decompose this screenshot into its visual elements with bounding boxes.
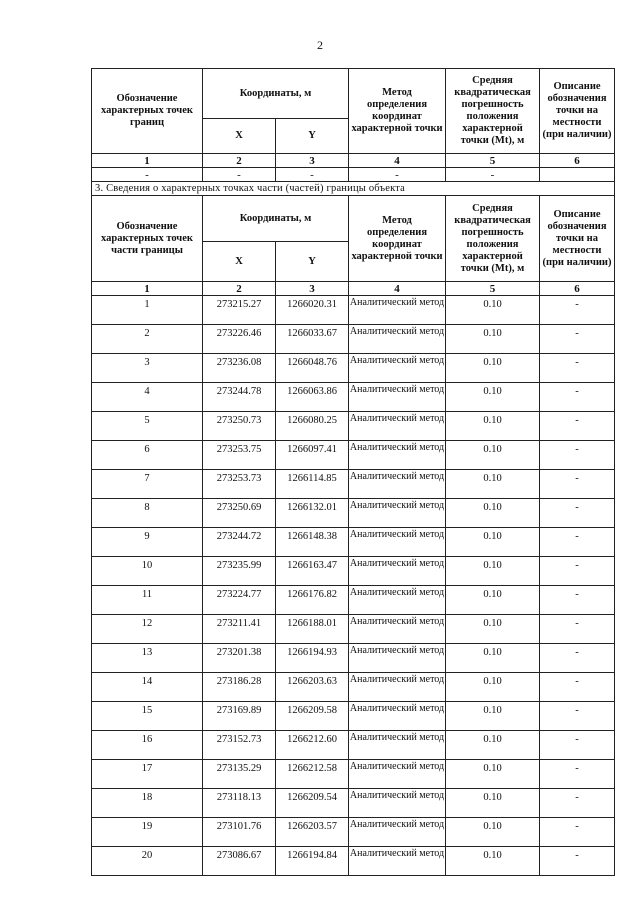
x-coordinate-cell: 273253.73 bbox=[203, 470, 276, 499]
header-method: Метод определения координат характерной точки bbox=[349, 69, 446, 154]
description-cell: - bbox=[540, 731, 615, 760]
table-cell: - bbox=[446, 168, 540, 182]
y-coordinate-cell: 1266163.47 bbox=[276, 557, 349, 586]
table-row bbox=[92, 644, 615, 673]
table-row bbox=[92, 818, 615, 847]
y-coordinate-cell: 1266033.67 bbox=[276, 325, 349, 354]
method-cell: Аналитический метод bbox=[349, 586, 446, 615]
point-number-cell: 4 bbox=[92, 383, 203, 412]
description-cell: - bbox=[540, 528, 615, 557]
table-row bbox=[92, 847, 615, 876]
method-cell: Аналитический метод bbox=[349, 702, 446, 731]
mean-error-cell: 0.10 bbox=[446, 702, 540, 731]
method-cell: Аналитический метод bbox=[349, 528, 446, 557]
x-coordinate-cell: 273118.13 bbox=[203, 789, 276, 818]
table-row bbox=[92, 586, 615, 615]
y-coordinate-cell: 1266194.84 bbox=[276, 847, 349, 876]
method-cell: Аналитический метод bbox=[349, 441, 446, 470]
y-coordinate-cell: 1266063.86 bbox=[276, 383, 349, 412]
point-number-cell: 16 bbox=[92, 731, 203, 760]
x-coordinate-cell: 273235.99 bbox=[203, 557, 276, 586]
method-cell: Аналитический метод bbox=[349, 557, 446, 586]
description-cell: - bbox=[540, 441, 615, 470]
mean-error-cell: 0.10 bbox=[446, 760, 540, 789]
y-coordinate-cell: 1266080.25 bbox=[276, 412, 349, 441]
x-coordinate-cell: 273169.89 bbox=[203, 702, 276, 731]
description-cell: - bbox=[540, 644, 615, 673]
point-number-cell: 3 bbox=[92, 354, 203, 383]
mean-error-cell: 0.10 bbox=[446, 470, 540, 499]
mean-error-cell: 0.10 bbox=[446, 644, 540, 673]
y-coordinate-cell: 1266188.01 bbox=[276, 615, 349, 644]
table-row bbox=[92, 731, 615, 760]
table-row bbox=[92, 789, 615, 818]
description-cell: - bbox=[540, 296, 615, 325]
y-coordinate-cell: 1266114.85 bbox=[276, 470, 349, 499]
y-coordinate-cell: 1266132.01 bbox=[276, 499, 349, 528]
header-y: Y bbox=[276, 119, 349, 154]
empty-data-row bbox=[92, 168, 615, 182]
mean-error-cell: 0.10 bbox=[446, 499, 540, 528]
point-number-cell: 18 bbox=[92, 789, 203, 818]
header-point-designation: Обозначение характерных точек границ bbox=[92, 69, 203, 154]
description-cell: - bbox=[540, 789, 615, 818]
header-x: X bbox=[203, 242, 276, 282]
header-mean-error: Средняя квадратическая погрешность положения характерной точки (Mt), м bbox=[446, 69, 540, 154]
table-row bbox=[92, 557, 615, 586]
point-number-cell: 8 bbox=[92, 499, 203, 528]
x-coordinate-cell: 273226.46 bbox=[203, 325, 276, 354]
table-row bbox=[92, 673, 615, 702]
table-row bbox=[92, 702, 615, 731]
description-cell: - bbox=[540, 702, 615, 731]
description-cell: - bbox=[540, 412, 615, 441]
method-cell: Аналитический метод bbox=[349, 789, 446, 818]
mean-error-cell: 0.10 bbox=[446, 412, 540, 441]
y-coordinate-cell: 1266020.31 bbox=[276, 296, 349, 325]
table-row bbox=[92, 441, 615, 470]
col-number: 5 bbox=[446, 282, 540, 296]
point-number-cell: 9 bbox=[92, 528, 203, 557]
mean-error-cell: 0.10 bbox=[446, 673, 540, 702]
description-cell: - bbox=[540, 383, 615, 412]
col-number: 6 bbox=[540, 282, 615, 296]
table-row bbox=[92, 383, 615, 412]
point-number-cell: 7 bbox=[92, 470, 203, 499]
x-coordinate-cell: 273211.41 bbox=[203, 615, 276, 644]
method-cell: Аналитический метод bbox=[349, 644, 446, 673]
y-coordinate-cell: 1266212.60 bbox=[276, 731, 349, 760]
method-cell: Аналитический метод bbox=[349, 499, 446, 528]
header-description: Описание обозначения точки на местности (при наличии) bbox=[540, 196, 615, 282]
method-cell: Аналитический метод bbox=[349, 818, 446, 847]
y-coordinate-cell: 1266176.82 bbox=[276, 586, 349, 615]
coordinates-table bbox=[91, 68, 615, 876]
y-coordinate-cell: 1266209.54 bbox=[276, 789, 349, 818]
description-cell: - bbox=[540, 557, 615, 586]
col-number: 6 bbox=[540, 154, 615, 168]
mean-error-cell: 0.10 bbox=[446, 818, 540, 847]
mean-error-cell: 0.10 bbox=[446, 731, 540, 760]
description-cell: - bbox=[540, 325, 615, 354]
col-number: 1 bbox=[92, 282, 203, 296]
col-number: 5 bbox=[446, 154, 540, 168]
x-coordinate-cell: 273236.08 bbox=[203, 354, 276, 383]
x-coordinate-cell: 273101.76 bbox=[203, 818, 276, 847]
table-row bbox=[92, 615, 615, 644]
point-number-cell: 12 bbox=[92, 615, 203, 644]
mean-error-cell: 0.10 bbox=[446, 847, 540, 876]
y-coordinate-cell: 1266209.58 bbox=[276, 702, 349, 731]
x-coordinate-cell: 273215.27 bbox=[203, 296, 276, 325]
col-number: 2 bbox=[203, 154, 276, 168]
point-number-cell: 14 bbox=[92, 673, 203, 702]
col-number: 3 bbox=[276, 154, 349, 168]
point-number-cell: 6 bbox=[92, 441, 203, 470]
section-title: 3. Сведения о характерных точках части (частей) границы объекта bbox=[92, 182, 615, 196]
y-coordinate-cell: 1266212.58 bbox=[276, 760, 349, 789]
description-cell: - bbox=[540, 470, 615, 499]
col-number: 1 bbox=[92, 154, 203, 168]
x-coordinate-cell: 273244.72 bbox=[203, 528, 276, 557]
table-row bbox=[92, 470, 615, 499]
points-table-body bbox=[92, 296, 615, 876]
x-coordinate-cell: 273250.73 bbox=[203, 412, 276, 441]
col-number: 3 bbox=[276, 282, 349, 296]
x-coordinate-cell: 273250.69 bbox=[203, 499, 276, 528]
description-cell: - bbox=[540, 499, 615, 528]
header-point-designation: Обозначение характерных точек части границы bbox=[92, 196, 203, 282]
description-cell: - bbox=[540, 615, 615, 644]
col-number: 2 bbox=[203, 282, 276, 296]
mean-error-cell: 0.10 bbox=[446, 383, 540, 412]
table-row bbox=[92, 499, 615, 528]
table-cell: - bbox=[349, 168, 446, 182]
mean-error-cell: 0.10 bbox=[446, 354, 540, 383]
x-coordinate-cell: 273086.67 bbox=[203, 847, 276, 876]
y-coordinate-cell: 1266203.57 bbox=[276, 818, 349, 847]
point-number-cell: 15 bbox=[92, 702, 203, 731]
y-coordinate-cell: 1266148.38 bbox=[276, 528, 349, 557]
point-number-cell: 5 bbox=[92, 412, 203, 441]
mean-error-cell: 0.10 bbox=[446, 557, 540, 586]
col-number: 4 bbox=[349, 154, 446, 168]
mean-error-cell: 0.10 bbox=[446, 789, 540, 818]
x-coordinate-cell: 273201.38 bbox=[203, 644, 276, 673]
mean-error-cell: 0.10 bbox=[446, 615, 540, 644]
point-number-cell: 2 bbox=[92, 325, 203, 354]
point-number-cell: 1 bbox=[92, 296, 203, 325]
table-row bbox=[92, 412, 615, 441]
table-row bbox=[92, 528, 615, 557]
header-coordinates: Координаты, м bbox=[203, 69, 349, 119]
column-numbers-row bbox=[92, 154, 615, 168]
table-cell: - bbox=[92, 168, 203, 182]
x-coordinate-cell: 273152.73 bbox=[203, 731, 276, 760]
method-cell: Аналитический метод bbox=[349, 354, 446, 383]
x-coordinate-cell: 273244.78 bbox=[203, 383, 276, 412]
description-cell: - bbox=[540, 847, 615, 876]
x-coordinate-cell: 273224.77 bbox=[203, 586, 276, 615]
table-row bbox=[92, 325, 615, 354]
header-y: Y bbox=[276, 242, 349, 282]
mean-error-cell: 0.10 bbox=[446, 441, 540, 470]
description-cell: - bbox=[540, 354, 615, 383]
point-number-cell: 20 bbox=[92, 847, 203, 876]
method-cell: Аналитический метод bbox=[349, 412, 446, 441]
y-coordinate-cell: 1266048.76 bbox=[276, 354, 349, 383]
method-cell: Аналитический метод bbox=[349, 847, 446, 876]
x-coordinate-cell: 273253.75 bbox=[203, 441, 276, 470]
col-number: 4 bbox=[349, 282, 446, 296]
point-number-cell: 13 bbox=[92, 644, 203, 673]
description-cell: - bbox=[540, 818, 615, 847]
table-cell: - bbox=[203, 168, 276, 182]
table-row bbox=[92, 354, 615, 383]
header-description: Описание обозначения точки на местности (при наличии) bbox=[540, 69, 615, 154]
method-cell: Аналитический метод bbox=[349, 296, 446, 325]
method-cell: Аналитический метод bbox=[349, 383, 446, 412]
point-number-cell: 17 bbox=[92, 760, 203, 789]
point-number-cell: 10 bbox=[92, 557, 203, 586]
point-number-cell: 19 bbox=[92, 818, 203, 847]
method-cell: Аналитический метод bbox=[349, 325, 446, 354]
y-coordinate-cell: 1266203.63 bbox=[276, 673, 349, 702]
method-cell: Аналитический метод bbox=[349, 470, 446, 499]
column-numbers-row bbox=[92, 282, 615, 296]
table-row bbox=[92, 760, 615, 789]
description-cell: - bbox=[540, 586, 615, 615]
table-row bbox=[92, 296, 615, 325]
y-coordinate-cell: 1266097.41 bbox=[276, 441, 349, 470]
y-coordinate-cell: 1266194.93 bbox=[276, 644, 349, 673]
table-cell: - bbox=[276, 168, 349, 182]
method-cell: Аналитический метод bbox=[349, 760, 446, 789]
header-x: X bbox=[203, 119, 276, 154]
description-cell: - bbox=[540, 760, 615, 789]
mean-error-cell: 0.10 bbox=[446, 528, 540, 557]
header-coordinates: Координаты, м bbox=[203, 196, 349, 242]
mean-error-cell: 0.10 bbox=[446, 296, 540, 325]
method-cell: Аналитический метод bbox=[349, 731, 446, 760]
x-coordinate-cell: 273135.29 bbox=[203, 760, 276, 789]
point-number-cell: 11 bbox=[92, 586, 203, 615]
method-cell: Аналитический метод bbox=[349, 615, 446, 644]
method-cell: Аналитический метод bbox=[349, 673, 446, 702]
header-mean-error: Средняя квадратическая погрешность положения характерной точки (Mt), м bbox=[446, 196, 540, 282]
mean-error-cell: 0.10 bbox=[446, 586, 540, 615]
page-number: 2 bbox=[317, 38, 323, 52]
table-cell bbox=[540, 168, 615, 182]
header-method: Метод определения координат характерной точки bbox=[349, 196, 446, 282]
x-coordinate-cell: 273186.28 bbox=[203, 673, 276, 702]
mean-error-cell: 0.10 bbox=[446, 325, 540, 354]
description-cell: - bbox=[540, 673, 615, 702]
